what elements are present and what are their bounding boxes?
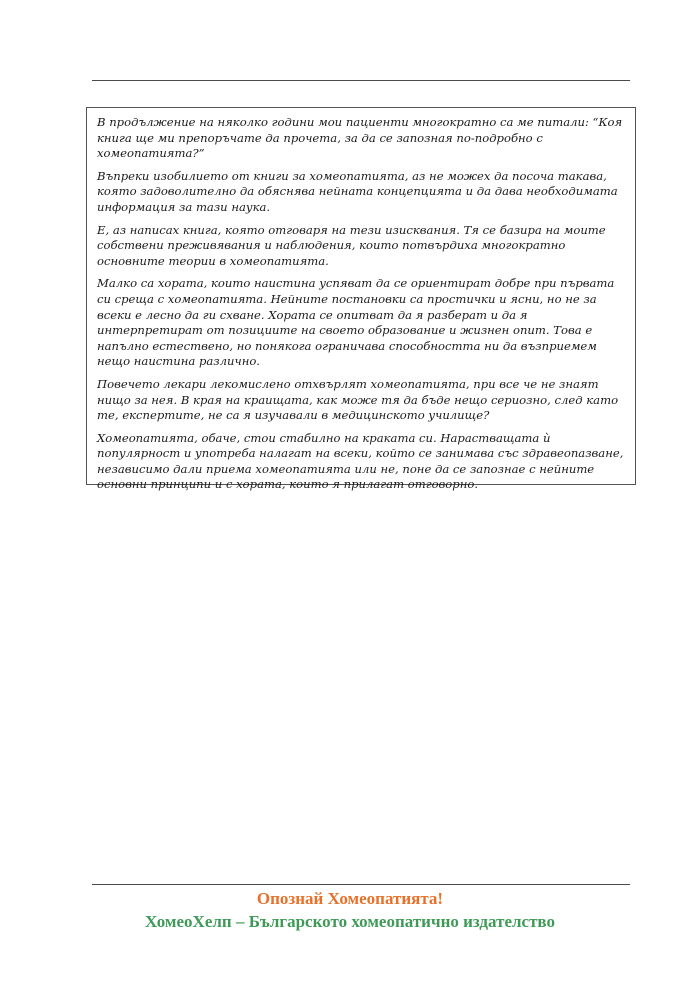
footer-rule <box>92 884 630 885</box>
paragraph: Въпреки изобилието от книги за хомеопатията, аз не можех да посоча такава, която задоволително да обяснява нейната концепцията и да дава необходимата информация за тази наука. <box>97 168 618 214</box>
paragraph: Повечето лекари лекомислено отхвърлят хомеопатията, при все че не знаят нищо за нея. В края на краищата, как може тя да бъде нещо сериозно, след като те, експертите, не са я изучавали в медицинското училище? <box>97 376 619 423</box>
footer-slogan: Опознай Хомеопатията! <box>256 889 444 908</box>
footer-publisher: ХомеоХелп – Българското хомеопатично издателство <box>144 912 555 931</box>
paragraph: Хомеопатията, обаче, стои стабилно на краката си. Нарастващата ѝ популярност и употреба налагат на всеки, който се занимава със здравеопазване, независимо дали приема хомеопатията или не, поне да се запознае с нейните основни принципи и с хората, които я прилагат отговорно. <box>97 430 624 492</box>
text-frame <box>86 107 636 492</box>
paragraph: В продължение на няколко години мои пациенти многократно са ме питали: “Коя книга ще ми препоръчате да прочета, за да се запозная по-подробно с хомеопатията?” <box>97 115 623 161</box>
header-rule <box>92 80 630 81</box>
paragraph: Малко са хората, които наистина успяват да се ориентират добре при първата си среща с хомеопатията. Нейните постановки са простички и ясни, но не за всеки е лесно да ги схване. Хората се опитват да я разберат и да я интерпретират от позициите на своето образование и жизнен опит. Това е напълно естествено, но понякога ограничава способността ни да възприемем нещо наистина различно. <box>97 276 615 369</box>
paragraph: Е, аз написах книга, която отговаря на тези изисквания. Тя се базира на моите собствени преживявания и наблюдения, които потвърдиха многократно основните теории в хомеопатията. <box>97 222 606 268</box>
